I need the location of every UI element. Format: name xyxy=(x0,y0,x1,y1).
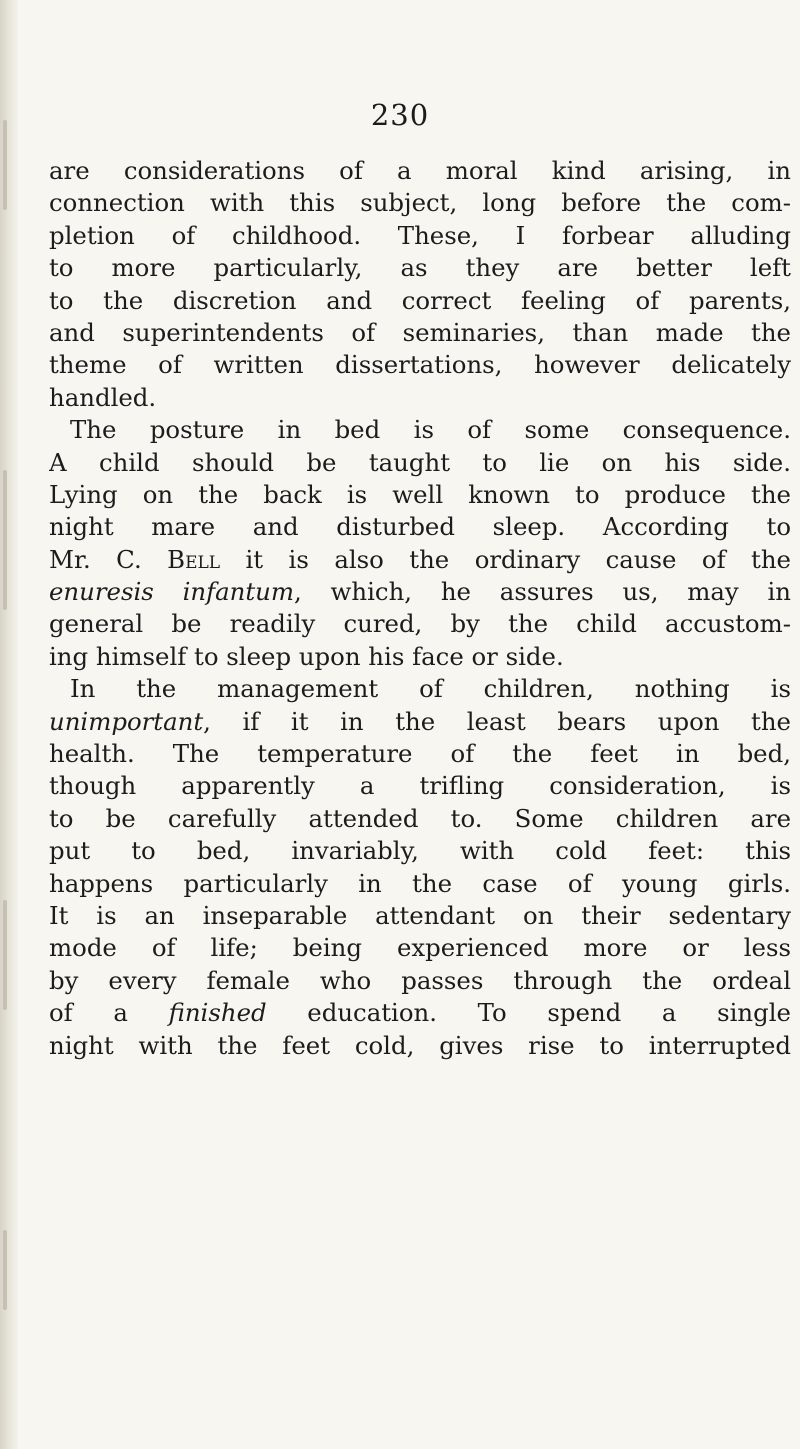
page-binding-edge xyxy=(0,0,18,1449)
text-line xyxy=(49,544,791,576)
text-run: mode of life; being experienced more or less xyxy=(49,933,791,963)
text-line xyxy=(49,868,791,900)
text-run: theme of written dissertations, however delicately xyxy=(49,350,791,380)
body-text xyxy=(49,155,791,1062)
text-run: by every female who passes through the ordeal xyxy=(49,965,791,995)
text-line xyxy=(49,155,791,187)
text-line xyxy=(49,285,791,317)
text-run: , if it in the least bears upon the xyxy=(203,706,791,736)
text-line xyxy=(49,187,791,219)
text-run: A child should be taught to lie on his side. xyxy=(49,447,791,477)
text-run: general be readily cured, by the child accustom- xyxy=(49,609,791,639)
text-run: Lying on the back is well known to produce the xyxy=(49,479,791,509)
text-run: to the discretion and correct feeling of parents, xyxy=(49,285,791,315)
text-run: to more particularly, as they are better left xyxy=(49,253,791,283)
italic-text: finished xyxy=(168,998,267,1028)
text-run: education. To spend a single xyxy=(266,998,791,1028)
text-line xyxy=(49,738,791,770)
text-line xyxy=(49,317,791,349)
italic-text: enuresis infantum xyxy=(49,577,294,607)
page-number: 230 xyxy=(370,98,430,132)
text-run: Mr. C. xyxy=(49,544,168,574)
text-line xyxy=(49,803,791,835)
text-run: of a xyxy=(49,998,169,1028)
text-line xyxy=(49,997,791,1029)
text-line xyxy=(49,1030,791,1062)
text-line xyxy=(49,220,791,252)
text-line xyxy=(49,511,791,543)
text-run: to be carefully attended to. Some children are xyxy=(49,803,791,833)
text-run: ing himself to sleep upon his face or side. xyxy=(49,641,564,671)
text-line xyxy=(49,900,791,932)
text-line xyxy=(49,835,791,867)
small-caps-text: Bell xyxy=(167,544,221,574)
text-run: health. The temperature of the feet in bed, xyxy=(49,739,791,769)
text-line xyxy=(49,608,791,640)
text-run: The posture in bed is of some consequence. xyxy=(70,415,791,445)
text-line xyxy=(49,447,791,479)
text-run: it is also the ordinary cause of the xyxy=(220,544,791,574)
text-run: handled. xyxy=(49,382,157,412)
text-run: though apparently a trifling consideration, is xyxy=(49,771,791,801)
text-run: connection with this subject, long before the com- xyxy=(49,188,791,218)
text-run: are considerations of a moral kind arising, in xyxy=(49,156,791,185)
text-line xyxy=(49,414,791,446)
text-run: night with the feet cold, gives rise to interrupted xyxy=(49,1030,791,1060)
italic-text: unimportant xyxy=(49,706,204,736)
text-line xyxy=(49,770,791,802)
text-line xyxy=(49,382,791,414)
text-run: , which, he assures us, may in xyxy=(294,577,791,607)
text-line xyxy=(49,641,791,673)
text-line xyxy=(49,932,791,964)
text-run: put to bed, invariably, with cold feet: this xyxy=(49,836,791,866)
text-line xyxy=(49,706,791,738)
text-run: It is an inseparable attendant on their sedentary xyxy=(49,900,791,930)
text-run: pletion of childhood. These, I forbear alluding xyxy=(49,220,791,250)
text-line xyxy=(49,673,791,705)
text-run: night mare and disturbed sleep. According to xyxy=(49,512,791,542)
text-run: happens particularly in the case of young girls. xyxy=(49,868,791,898)
text-run: and superintendents of seminaries, than made the xyxy=(49,317,791,347)
text-run: In the management of children, nothing is xyxy=(70,674,791,704)
text-line xyxy=(49,576,791,608)
text-line xyxy=(49,349,791,381)
text-line xyxy=(49,479,791,511)
text-line xyxy=(49,252,791,284)
text-line xyxy=(49,965,791,997)
